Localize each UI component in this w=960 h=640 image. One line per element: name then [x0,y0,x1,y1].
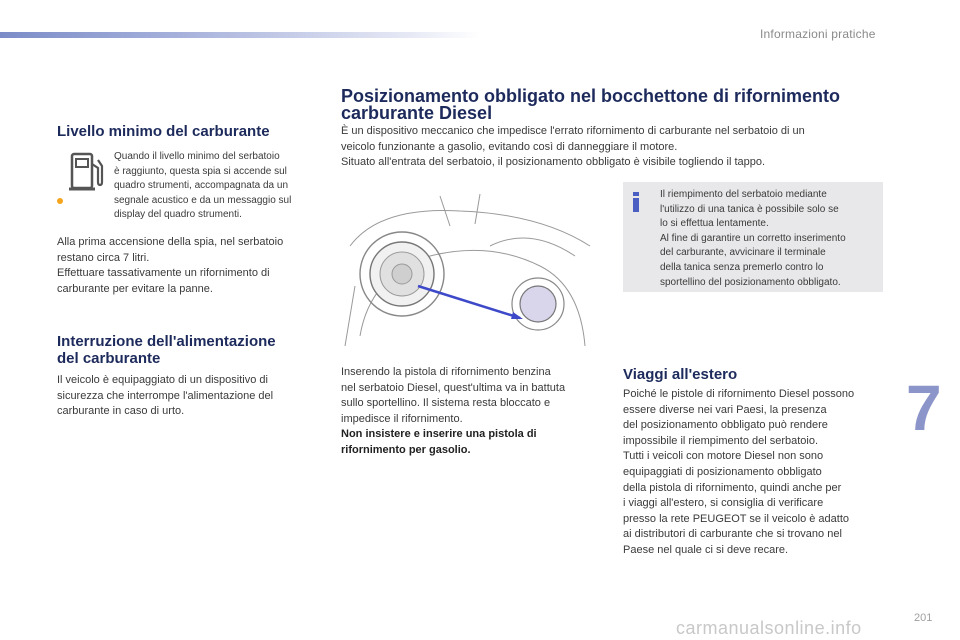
text-line: del posizionamento obbligato può rendere [623,419,828,432]
title-line: Posizionamento obbligato nel bocchettone di rifornimento [341,86,841,106]
title-line: del carburante [57,350,161,367]
text-line: della tanica senza premerlo contro lo [660,261,824,273]
text-line: equipaggiati di posizionamento obbligato [623,465,822,478]
text-line: Paese nel quale ci si deve recare. [623,543,789,556]
warning-dot-icon [57,198,63,204]
text-line: Il veicolo è equipaggiato di un dispositivo di [57,374,268,386]
title-line: Interruzione dell'alimentazione [57,333,276,350]
text-line: è raggiunto, questa spia si accende sul [114,165,287,177]
text-line: presso la rete PEUGEOT se il veicolo è adatto [623,512,850,525]
text-line: Il riempimento del serbatoio mediante [660,189,827,200]
text-line: display del quadro strumenti. [114,209,242,221]
info-icon [629,191,643,213]
text-line: carburante per evitare la panne. [57,282,213,295]
text-line: essere diverse nei vari Paesi, la presenza [623,403,827,416]
diesel-filler-illustration [340,186,595,356]
text-line: del carburante, avvicinare il terminale [660,247,826,259]
text-line: Al fine di garantire un corretto inserimento [660,232,846,244]
fuel-min-body [57,235,327,297]
text-line: restano circa 7 litri. [57,251,150,264]
header-gradient-bar [0,32,480,38]
text-line: sicurezza che interrompe l'alimentazione del [57,389,274,402]
text-line: Situato all'entrata del serbatoio, il posizionamento obbligato è visibile togliendo il tappo. [341,156,766,169]
section-label: Informazioni pratiche [760,27,876,41]
fuel-pump-icon [66,150,106,194]
text-line: ai distributori di carburante che si trovano nel [623,528,842,541]
warning-line: rifornimento per gasolio. [341,443,471,456]
text-line: Alla prima accensione della spia, nel serbatoio [57,236,284,248]
info-text [660,188,885,290]
main-title [341,88,901,122]
text-line: impedisce il rifornimento. [341,412,463,425]
main-intro [341,124,901,171]
text-line: nel serbatoio Diesel, quest'ultima va in battuta [341,381,566,394]
text-line: impossibile il riempimento del serbatoio. [623,434,819,447]
text-line: della pistola di rifornimento, quindi anche per [623,481,842,494]
abroad-title: Viaggi all'estero [623,366,738,383]
text-line: i viaggi all'estero, si consiglia di verificare [623,497,824,510]
text-line: quadro strumenti, accompagnata da un [114,180,288,192]
text-line: sportellino del posizionamento obbligato. [660,276,841,288]
title-line: carburante Diesel [341,103,493,123]
text-line: segnale acustico e da un messaggio sul [114,194,292,206]
below-illustration-text [341,365,611,459]
text-line: carburante in caso di urto. [57,405,185,418]
text-line: Effettuare tassativamente un rifornimento di [57,267,270,280]
text-line: l'utilizzo di una tanica è possibile solo se [660,203,839,215]
interruption-body [57,373,327,420]
fuel-min-icon-text [114,150,324,223]
text-line: Quando il livello minimo del serbatoio [114,151,280,162]
text-line: sullo sportellino. Il sistema resta bloccato e [341,397,551,410]
chapter-number: 7 [906,372,942,444]
text-line: veicolo funzionante a gasolio, evitando così di danneggiare il motore. [341,140,678,153]
interruption-title [57,333,276,367]
warning-line: Non insistere e inserire una pistola di [341,428,537,441]
abroad-body [623,387,893,559]
text-line: È un dispositivo meccanico che impedisce l'errato rifornimento di carburante nel serbatoio di un [341,125,805,137]
text-line: Poiché le pistole di rifornimento Diesel possono [623,388,855,400]
fuel-min-title: Livello minimo del carburante [57,123,270,140]
text-line: Inserendo la pistola di rifornimento benzina [341,366,551,378]
page-number: 201 [914,612,933,624]
text-line: lo si effettua lentamente. [660,218,769,230]
text-line: Tutti i veicoli con motore Diesel non sono [623,450,824,463]
watermark: carmanualsonline.info [676,618,862,638]
